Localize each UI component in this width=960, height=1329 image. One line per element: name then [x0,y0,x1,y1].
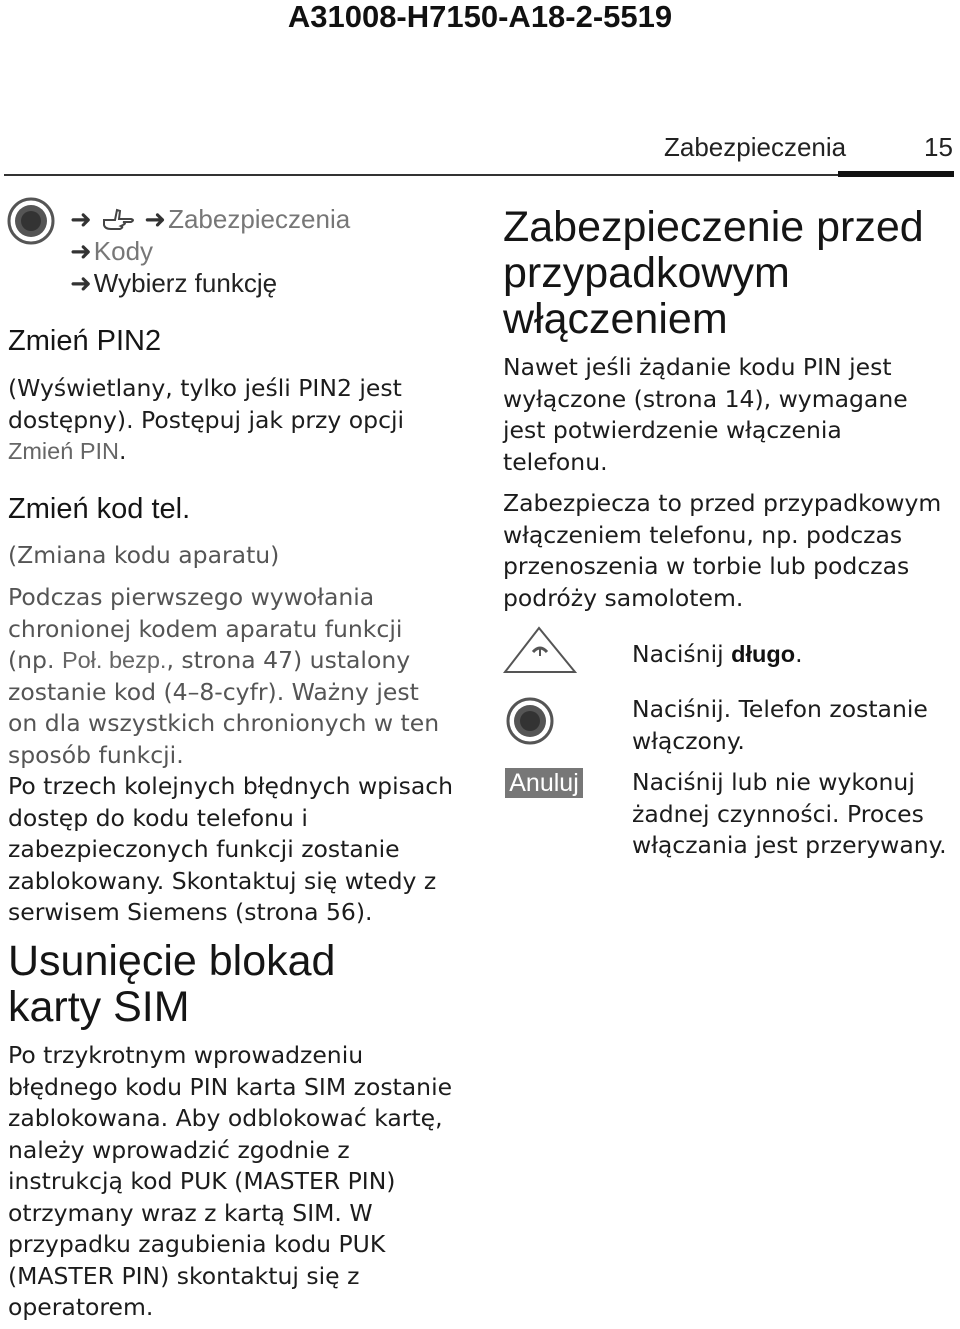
sim-unblock-text: Po trzykrotnym wprowadzeniu błędnego kodu PIN karta SIM zostanie zablokowana. Aby odblokować kartę, należy wprowadzić zgodnie z instrukcją kod PUK (MASTER PIN) otrzymany wraz z kartą SIM. W przypadku zagubienia kodu PUK (MASTER PIN) skontaktuj się z operatorem. [8,1041,453,1321]
nav-select-function: Wybierz funkcję [93,268,278,298]
change-pin-reference: Zmień PIN [8,438,119,464]
cancel-softkey-label: Anuluj [505,768,583,798]
step-cancel: Naciśnij lub nie wykonuj żadnej czynności. Proces włączania jest przerywany. [632,768,947,859]
header-tab-marker [838,171,954,177]
nav-menu-codes: Kody [93,236,154,266]
paragraph-text: Podczas pierwszego wywołania chronionej kodem aparatu funkcji (np. [8,583,403,674]
step-press-switch-on: Naciśnij. Telefon zostanie włączony. [632,695,928,755]
title-line: przypadkowym [503,249,790,297]
document-code: A31008-H7150-A18-2-5519 [287,0,673,34]
navigation-key-icon [505,696,555,746]
step-text: Naciśnij [632,640,724,668]
paragraph-text: Ważny jest on dla wszystkich chronionych w ten sposób funkcji. [8,677,440,769]
arrow-right-icon: ➜ [70,236,92,266]
change-phone-code-paragraph-2 [8,771,458,929]
section-title-sim-unblock [8,938,335,1030]
section-title-accidental-switch-on [503,204,924,342]
title-line: włączeniem [503,295,728,343]
title-line: karty SIM [8,983,190,1031]
hand-icon [101,206,137,234]
section-title-change-pin2: Zmień PIN2 [8,325,162,357]
step-emphasis: długo [731,641,796,667]
step-period: . [795,640,803,668]
nav-path-row-3 [70,268,277,298]
title-line: Usunięcie blokad [8,937,336,985]
section-title-change-phone-code: Zmień kod tel. [8,493,191,525]
change-pin2-description: (Wyświetlany, tylko jeśli PIN2 jest dostępny). Postępuj jak przy opcji [8,374,405,434]
end-key-icon [503,624,577,678]
arrow-right-icon: ➜ [70,204,92,234]
paragraph-text: Po trzech kolejnych błędnych wpisach dostęp do kodu telefonu i zabezpieczonych funkcji zostanie zablokowany. [8,772,454,895]
change-phone-code-paragraph-1 [8,582,448,771]
nav-path-row-2 [70,236,153,266]
arrow-right-icon: ➜ [144,204,167,234]
title-line: Zabezpieczenie przed [503,203,924,251]
nav-path-row-1 [70,204,350,234]
change-phone-code-subtitle: (Zmiana kodu aparatu) [8,541,280,569]
change-pin2-period: . [119,437,127,465]
paragraph-text: , strona 47) ustalony zostanie kod (4–8-cyfr). [8,646,411,706]
safety-call-reference: Poł. bezp. [61,647,167,673]
nav-menu-security: Zabezpieczenia [168,204,351,234]
paragraph-text: Skontaktuj się wtedy z serwisem Siemens (strona 56). [8,866,437,926]
change-pin2-text [8,373,438,468]
running-head: Zabezpieczenia [664,132,847,162]
header-rule [4,174,954,176]
accidental-switch-on-paragraph-1: Nawet jeśli żądanie kodu PIN jest wyłączone (strona 14), wymagane jest potwierdzenie włączenia telefonu. [503,353,908,476]
arrow-right-icon: ➜ [70,268,92,298]
step-press-long [632,639,952,671]
accidental-switch-on-paragraph-2: Zabezpiecza to przed przypadkowym włączeniem telefonu, np. podczas przenoszenia w torbie lub podczas podróży samolotem. [503,489,942,612]
navigation-key-icon [6,196,56,246]
page-number: 15 [924,132,953,162]
